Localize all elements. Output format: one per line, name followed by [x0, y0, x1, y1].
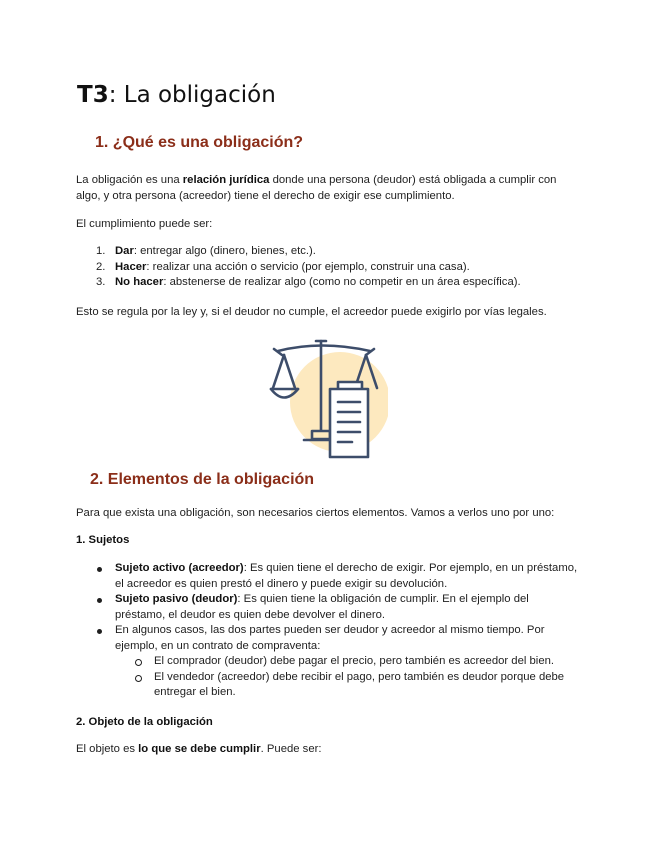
list-item: [76, 244, 581, 260]
list-item-term: Sujeto activo (acreedor): [115, 562, 244, 574]
objeto-paragraph: [76, 741, 581, 757]
list-number: 1.: [96, 245, 106, 257]
definition-text-after: donde una persona (deudor) está obligada a cumplir con algo, y otra persona (acreedor) tiene el derecho de exigir ese cumplimiento.: [76, 174, 557, 202]
sujetos-list: [76, 561, 581, 701]
section-heading-elementos: 2. Elementos de la obligación: [90, 471, 315, 488]
bullet: [135, 659, 142, 666]
definition-bold-term: relación jurídica: [182, 174, 270, 186]
list-item-text: : Es quien tiene la obligación de cumplir. En el ejemplo del préstamo, el deudor es quien debe devolver el dinero.: [115, 593, 529, 621]
sublist-item-text: El vendedor (acreedor) debe recibir el pago, pero también es deudor porque debe entregar el bien.: [154, 670, 565, 698]
title-code: T3: [77, 82, 109, 108]
list-item: [76, 275, 581, 291]
bullet: [97, 629, 102, 634]
closing-paragraph: Esto se regula por la ley y, si el deudor no cumple, el acreedor puede exigirlo por vías legales.: [76, 306, 547, 318]
list-item-text: : Es quien tiene el derecho de exigir. Por ejemplo, en un préstamo, el acreedor es quien prestó el dinero y puede exigir su devolución.: [115, 562, 578, 590]
list-item: [76, 623, 581, 701]
list-item: [76, 260, 581, 276]
definition-text-before: La obligación es una: [76, 174, 183, 186]
section-heading-que-es: 1. ¿Qué es una obligación?: [95, 134, 304, 151]
list-item: [76, 561, 581, 592]
page-title: [77, 80, 276, 110]
objeto-text-after: . Puede ser:: [260, 743, 322, 755]
list-item-text: : entregar algo (dinero, bienes, etc.).: [133, 245, 316, 257]
document-icon: [330, 382, 368, 457]
list-number: 3.: [96, 276, 106, 288]
list-item-term: Hacer: [115, 260, 147, 273]
elementos-intro: Para que exista una obligación, son necesarios ciertos elementos. Vamos a verlos uno por uno:: [76, 507, 555, 519]
bullet: [97, 567, 102, 572]
bullet: [135, 675, 142, 682]
list-item-term: Dar: [115, 245, 134, 257]
cumplimiento-list: [76, 244, 581, 291]
list-item-term: Sujeto pasivo (deudor): [115, 593, 238, 605]
objeto-text-before: El objeto es: [76, 743, 139, 755]
list-item: [76, 592, 581, 623]
list-item-text: : abstenerse de realizar algo (como no competir en un área específica).: [163, 276, 521, 288]
list-item-text: : realizar una acción o servicio (por ejemplo, construir una casa).: [146, 260, 470, 273]
compraventa-sublist: [115, 654, 581, 701]
list-number: 2.: [96, 260, 106, 273]
list-item-text: En algunos casos, las dos partes pueden ser deudor y acreedor al mismo tiempo. Por ejemplo, en un contrato de compraventa:: [115, 624, 545, 652]
list-item-term: No hacer: [115, 276, 164, 288]
subheading-sujetos: 1. Sujetos: [76, 534, 130, 546]
cumplimiento-intro: El cumplimiento puede ser:: [76, 218, 213, 230]
objeto-bold-term: lo que se debe cumplir: [138, 743, 261, 755]
sublist-item-text: El comprador (deudor) debe pagar el precio, pero también es acreedor del bien.: [154, 655, 555, 667]
title-text: : La obligación: [108, 82, 276, 108]
sublist-item: [115, 670, 581, 701]
subheading-objeto: 2. Objeto de la obligación: [76, 716, 213, 728]
definition-paragraph: [76, 172, 581, 204]
bullet: [97, 598, 102, 603]
justice-scale-document-icon: [268, 336, 388, 460]
sublist-item: [115, 654, 581, 670]
